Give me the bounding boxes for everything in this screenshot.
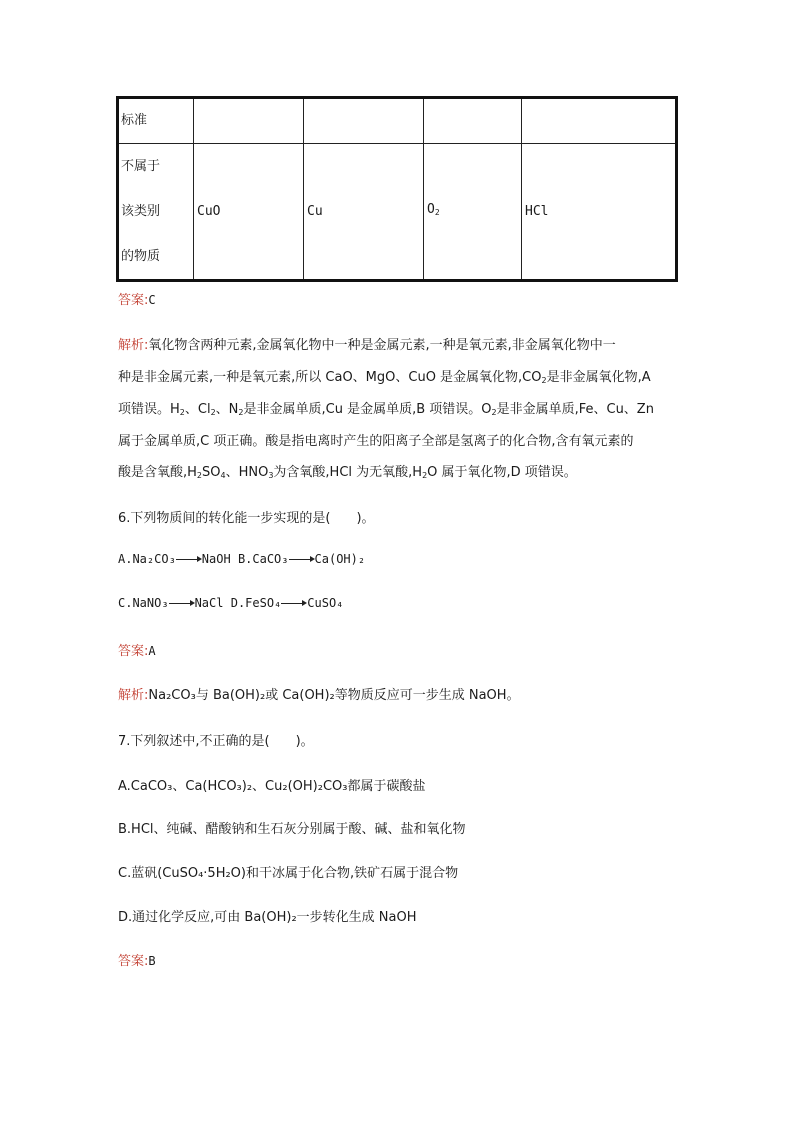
table-cell: CuO <box>194 144 304 281</box>
option-b-product: Ca(OH)₂ <box>314 552 366 566</box>
option-line <box>118 552 365 566</box>
option-d: D.通过化学反应,可由 Ba(OH)₂一步转化生成 NaOH <box>118 910 417 925</box>
question-stem: 6.下列物质间的转化能一步实现的是( )。 <box>118 511 375 526</box>
analysis-text: 种是非金属元素,一种是氧元素,所以 CaO、MgO、CuO 是金属氧化物,CO <box>118 370 542 385</box>
option-c: C.NaNO₃ <box>118 596 169 610</box>
answer-label: 答案: <box>118 954 149 969</box>
table-row <box>118 144 677 281</box>
analysis-line <box>118 366 651 385</box>
analysis-text: Na₂CO₃与 Ba(OH)₂或 Ca(OH)₂等物质反应可一步生成 NaOH。 <box>148 688 520 703</box>
answer-line <box>118 640 156 659</box>
answer-value: C <box>148 293 156 307</box>
analysis-text: 、Cl <box>184 402 211 417</box>
option-b: B.HCl、纯碱、醋酸钠和生石灰分别属于酸、碱、盐和氧化物 <box>118 822 466 837</box>
label-line: 该类别 <box>121 204 161 219</box>
table-cell: HCl <box>522 144 677 281</box>
analysis-text: 是非金属氧化物,A <box>546 370 651 385</box>
subscript: 2 <box>210 408 216 417</box>
arrow-icon <box>169 600 195 608</box>
analysis-text: 属于金属单质,C 项正确。酸是指电离时产生的阳离子全部是氢离子的化合物,含有氧元素的 <box>118 434 634 449</box>
option-a: A.Na₂CO₃ <box>118 552 176 566</box>
table-cell <box>304 98 424 144</box>
table-cell <box>424 144 522 281</box>
analysis-text: O 属于氧化物,D 项错误。 <box>427 465 577 480</box>
analysis-line <box>118 684 520 703</box>
option-c: C.蓝矾(CuSO₄·5H₂O)和干冰属于化合物,铁矿石属于混合物 <box>118 866 459 881</box>
analysis-text: 酸是含氧酸,H <box>118 465 197 480</box>
analysis-text: 项错误。H <box>118 402 180 417</box>
table-row <box>118 98 677 144</box>
analysis-line <box>118 398 654 417</box>
analysis-text: 、HNO <box>225 465 269 480</box>
answer-line <box>118 950 156 969</box>
subscript: 3 <box>268 471 274 480</box>
question-stem: 7.下列叙述中,不正确的是( )。 <box>118 734 314 749</box>
option-line <box>118 596 343 610</box>
analysis-text: 氧化物含两种元素,金属氧化物中一种是金属元素,一种是氧元素,非金属氧化物中一 <box>148 338 616 353</box>
analysis-label: 解析: <box>118 688 149 703</box>
answer-value: B <box>148 954 156 968</box>
option-a: A.CaCO₃、Ca(HCO₃)₂、Cu₂(OH)₂CO₃都属于碳酸盐 <box>118 779 426 794</box>
subscript: 2 <box>196 471 203 480</box>
analysis-text: 是非金属单质,Fe、Cu、Zn <box>496 402 654 417</box>
label-line: 不属于 <box>121 159 161 174</box>
table-cell-label <box>118 144 194 281</box>
answer-label: 答案: <box>118 644 149 659</box>
table-cell <box>424 98 522 144</box>
option-a-product: NaOH <box>201 552 231 566</box>
analysis-text: 、N <box>215 402 239 417</box>
label-line: 的物质 <box>121 249 161 264</box>
analysis-line <box>118 461 577 480</box>
arrow-icon <box>281 600 307 608</box>
formula-o: O <box>427 202 435 217</box>
table-cell-standard: 标准 <box>118 98 194 144</box>
table-cell <box>194 98 304 144</box>
subscript: 2 <box>238 408 244 417</box>
option-d: D.FeSO₄ <box>230 596 282 610</box>
answer-line <box>118 289 156 308</box>
table-cell <box>522 98 677 144</box>
answer-value: A <box>148 644 156 658</box>
option-d-product: CuSO₄ <box>307 596 344 610</box>
subscript: 4 <box>220 471 226 480</box>
analysis-line <box>118 430 633 449</box>
subscript: 2 <box>422 471 428 480</box>
subscript: 2 <box>541 376 547 385</box>
arrow-icon <box>176 556 202 564</box>
analysis-line <box>118 334 616 353</box>
analysis-text: 为含氧酸,HCl 为无氧酸,H <box>273 465 423 480</box>
classification-table <box>116 96 678 282</box>
option-c-product: NaCl <box>194 596 224 610</box>
subscript: 2 <box>434 208 440 217</box>
arrow-icon <box>289 556 315 564</box>
table-cell: Cu <box>304 144 424 281</box>
analysis-label: 解析: <box>118 338 149 353</box>
option-b: B.CaCO₃ <box>237 552 289 566</box>
analysis-text: SO <box>202 465 221 480</box>
subscript: 2 <box>179 408 185 417</box>
analysis-text: 是非金属单质,Cu 是金属单质,B 项错误。O <box>243 402 492 417</box>
answer-label: 答案: <box>118 293 149 308</box>
subscript: 2 <box>491 408 497 417</box>
